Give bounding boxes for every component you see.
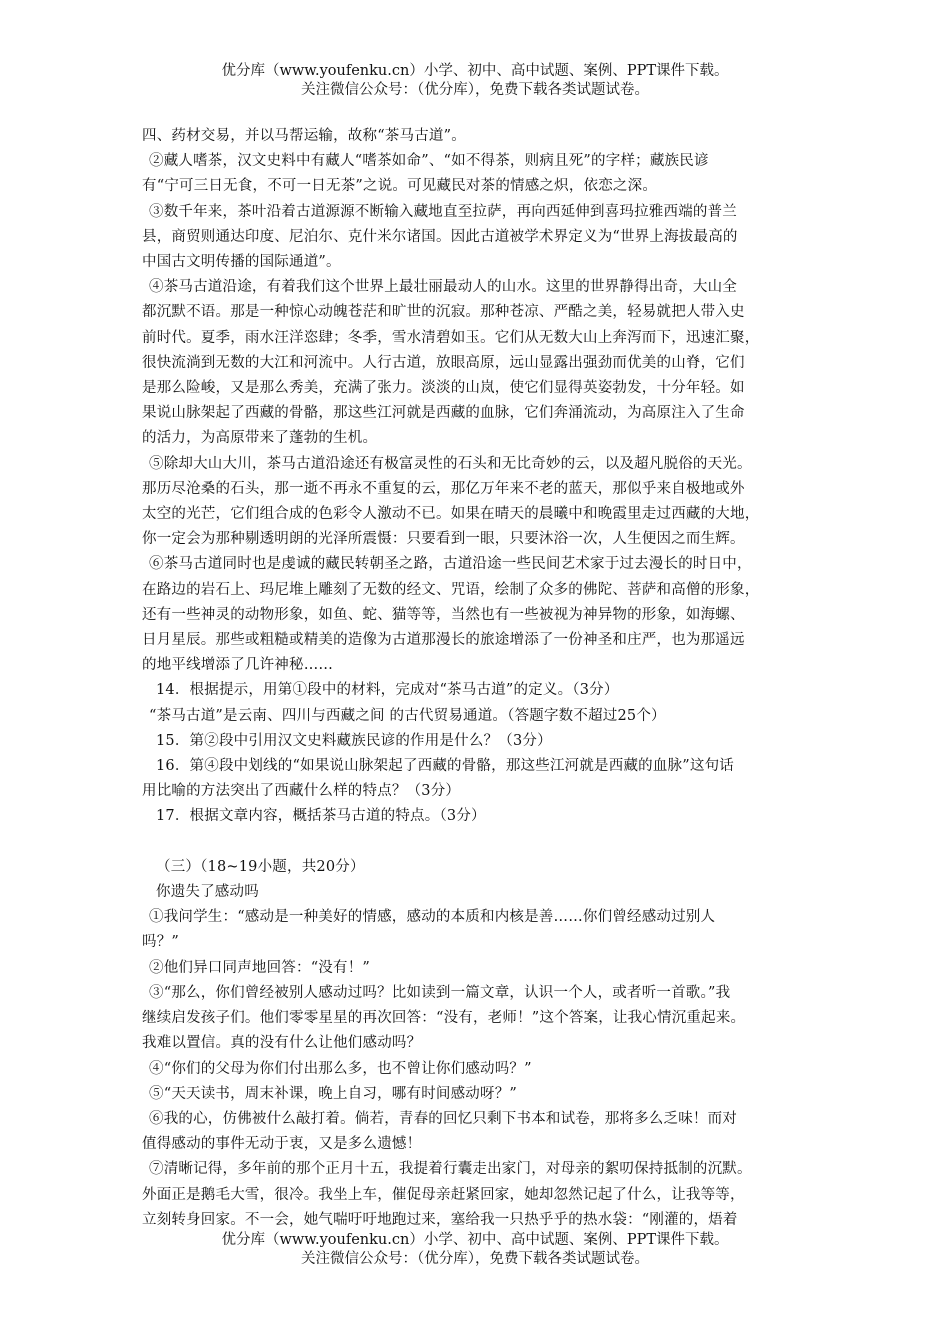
text-line: 15．第②段中引用汉文史料藏族民谚的作用是什么？（3分）	[156, 732, 552, 749]
blank-line	[142, 830, 832, 855]
text-line: ⑤“天天读书，周末补课，晚上自习，哪有时间感动呀？”	[149, 1085, 518, 1102]
text-line: 17．根据文章内容，概括茶马古道的特点。（3分）	[156, 808, 486, 825]
text-line: ⑦清晰记得，多年前的那个正月十五，我提着行囊走出家门，对母亲的絮叨保持抵制的沉默。	[149, 1161, 752, 1178]
text-line: 中国古文明传播的国际通道”。	[142, 254, 341, 271]
text-line: 16．第④段中划线的“如果说山脉架起了西藏的骨骼，那这些江河就是西藏的血脉”这句话	[156, 758, 734, 775]
header-site-line: 优分库（www.youfenku.cn）小学、初中、高中试题、案例、PPT课件下载。	[221, 63, 729, 79]
text-line: 县，商贸则通达印度、尼泊尔、克什米尔诸国。因此古道被学术界定义为“世界上海拔最高的	[142, 228, 738, 245]
text-line: 立刻转身回家。不一会，她气喘吁吁地跑过来，塞给我一只热乎乎的热水袋：“刚灌的，焐着	[142, 1211, 738, 1228]
text-line: ④茶马古道沿途，有着我们这个世界上最壮丽最动人的山水。这里的世界静得出奇，大山全	[149, 279, 737, 296]
footer-wechat-line: 关注微信公众号：（优分库），免费下载各类试题试卷。	[301, 1251, 649, 1267]
text-line: 那历尽沧桑的石头，那一逝不再永不重复的云，那亿万年来不老的蓝天，那似乎来自极地或外	[142, 480, 745, 497]
text-line: 果说山脉架起了西藏的骨骼，那这些江河就是西藏的血脉，它们奔涌流动，为高原注入了生命	[142, 405, 745, 422]
text-line: “茶马古道”是云南、四川与西藏之间 的古代贸易通道。（答题字数不超过25个）	[149, 707, 666, 724]
text-line: 都沉默不语。那是一种惊心动魄苍茫和旷世的沉寂。那种苍凉、严酷之美，轻易就把人带入史	[142, 304, 745, 321]
text-line: 继续启发孩子们。他们零零星星的再次回答：“没有，老师！”这个答案，让我心情沉重起来。	[142, 1010, 746, 1027]
text-line: 的地平线增添了几许神秘……	[142, 657, 334, 674]
text-line: 四、药材交易，并以马帮运输，故称“茶马古道”。	[142, 128, 466, 144]
text-line: 14．根据提示，用第①段中的材料，完成对“茶马古道”的定义。（3分）	[156, 682, 619, 699]
header-wechat-line: 关注微信公众号：（优分库），免费下载各类试题试卷。	[301, 82, 649, 98]
footer-site-line: 优分库（www.youfenku.cn）小学、初中、高中试题、案例、PPT课件下载。	[221, 1232, 729, 1248]
text-line: 值得感动的事件无动于衷，又是多么遗憾！	[142, 1136, 422, 1153]
text-line: 你一定会为那种剔透明朗的光泽所震慑：只要看到一眼，只要沐浴一次，人生便因之而生辉。	[142, 531, 745, 548]
text-line: 是那么险峻，又是那么秀美，充满了张力。淡淡的山岚，使它们显得英姿勃发，十分年轻。如	[142, 380, 745, 397]
text-line: 外面正是鹅毛大雪，很冷。我坐上车，催促母亲赶紧回家，她却忽然记起了什么，让我等等，	[142, 1186, 745, 1203]
text-line: 吗？”	[142, 934, 180, 951]
text-line: ①我问学生：“感动是一种美好的情感，感动的本质和内核是善……你们曾经感动过别人	[149, 909, 716, 926]
text-line: ②藏人嗜茶，汉文史料中有藏人“嗜茶如命”、“如不得茶，则病且死”的字样；藏族民谚	[149, 153, 709, 170]
text-line: ⑥我的心，仿佛被什么敲打着。倘若，青春的回忆只剩下书本和试卷，那将多么乏味！而对	[149, 1110, 737, 1127]
text-line: 用比喻的方法突出了西藏什么样的特点？（3分）	[142, 783, 461, 800]
text-line: ⑥茶马古道同时也是虔诚的藏民转朝圣之路，古道沿途一些民间艺术家于过去漫长的时日中，	[149, 556, 752, 573]
text-line: 日月星辰。那些或粗糙或精美的造像为古道那漫长的旅途增添了一份神圣和庄严，也为那遥远	[142, 632, 745, 649]
text-line: 你遗失了感动吗	[156, 884, 259, 901]
document-body	[142, 124, 832, 1233]
text-line: 的活力，为高原带来了蓬勃的生机。	[142, 430, 378, 447]
page-footer	[0, 1231, 950, 1269]
text-line: ④“你们的父母为你们付出那么多，也不曾让你们感动吗？”	[149, 1060, 532, 1077]
text-line: 太空的光芒，它们组合成的色彩令人激动不已。如果在晴天的晨曦中和晚霞里走过西藏的大地，	[142, 506, 760, 523]
text-line: ③数千年来，茶叶沿着古道源源不断输入藏地直至拉萨，再向西延伸到喜玛拉雅西端的普兰	[149, 203, 737, 220]
text-line: 有“宁可三日无食，不可一日无茶”之说。可见藏民对茶的情感之炽，依恋之深。	[142, 178, 658, 195]
text-line: ⑤除却大山大川，茶马古道沿途还有极富灵性的石头和无比奇妙的云，以及超凡脱俗的天光。	[149, 455, 752, 472]
text-line: 我难以置信。真的没有什么让他们感动吗？	[142, 1035, 422, 1052]
text-line: ③“那么，你们曾经被别人感动过吗？比如读到一篇文章，认识一个人，或者听一首歌。”我	[149, 984, 731, 1001]
text-line: 还有一些神灵的动物形象，如鱼、蛇、猫等等，当然也有一些被视为神异物的形象，如海螺、	[142, 606, 745, 623]
text-line: 很快流淌到无数的大江和河流中。人行古道，放眼高原，远山显露出强劲而优美的山脊，它们	[142, 354, 745, 371]
page-header	[0, 62, 950, 100]
text-line: 前时代。夏季，雨水汪洋恣肆；冬季，雪水清碧如玉。它们从无数大山上奔泻而下，迅速汇聚，	[142, 329, 760, 346]
text-line: 在路边的岩石上、玛尼堆上雕刻了无数的经文、咒语，绘制了众多的佛陀、菩萨和高僧的形象，	[142, 581, 760, 598]
text-line: ②他们异口同声地回答：“没有！”	[149, 959, 371, 976]
text-line: （三）（18~19小题，共20分）	[156, 858, 365, 875]
